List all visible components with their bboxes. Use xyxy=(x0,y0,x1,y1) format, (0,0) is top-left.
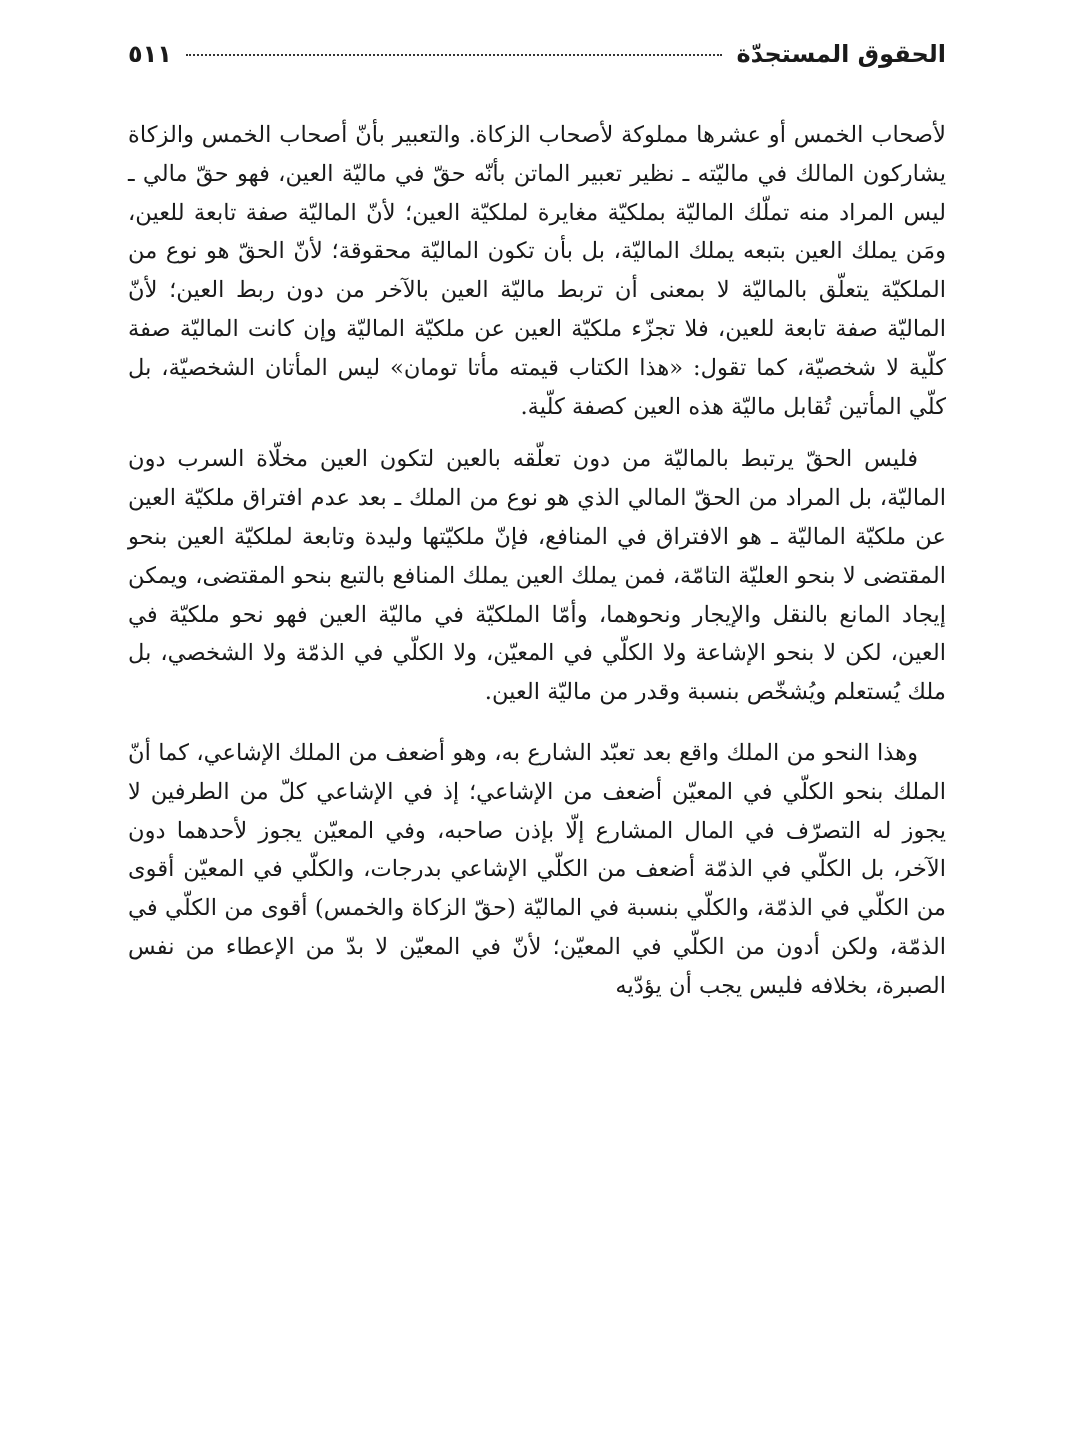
running-header xyxy=(128,40,946,90)
header-dot-leader xyxy=(186,54,723,56)
paragraph-2: فليس الحقّ يرتبط بالماليّة من دون تعلّقه بالعين لتكون العين مخلّاة السرب دون الماليّة، بل المراد من الحقّ المالي الذي هو نوع من الملك ـ بعد عدم افتراق ملكيّة العين عن ملكيّة الماليّة ـ هو الافتراق في المنافع، فإنّ ملكيّتها وليدة وتابعة لملكيّة العين بنحو المقتضى لا بنحو العليّة التامّة، فمن يملك العين يملك المنافع بالتبع بنحو المقتضى، ويمكن إيجاد المانع بالنقل والإيجار ونحوهما، وأمّا الملكيّة في ماليّة العين فهو نحو ملكيّة في العين، لكن لا بنحو الإشاعة ولا الكلّي في المعيّن، ولا الكلّي في الذمّة ولا الشخصي، بل ملك يُستعلم ويُشخّص بنسبة وقدر من ماليّة العين. xyxy=(128,446,946,706)
paragraph-1: لأصحاب الخمس أو عشرها مملوكة لأصحاب الزكاة. والتعبير بأنّ أصحاب الخمس والزكاة يشاركون المالك في ماليّته ـ نظير تعبير الماتن بأنّه حقّ في ماليّة العين، فهو حقّ مالي ـ ليس المراد منه تملّك الماليّة بملكيّة مغايرة لملكيّة العين؛ لأنّ الماليّة صفة تابعة للعين، ومَن يملك العين بتبعه يملك الماليّة، بل بأن تكون الماليّة محقوقة؛ لأنّ الحقّ هو نوع من الملكيّة يتعلّق بالماليّة لا بمعنى أن تربط ماليّة العين بالآخر من دون ربط العين؛ لأنّ الماليّة صفة تابعة للعين، فلا تجزّء ملكيّة العين عن ملكيّة الماليّة وإن كانت الماليّة صفة كلّية لا شخصيّة، كما تقول: «هذا الكتاب قيمته مأتا تومان» ليس المأتان الشخصيّة، بل كلّي المأتين تُقابل ماليّة هذه العين كصفة كلّية. xyxy=(128,122,946,420)
body-text xyxy=(128,116,946,1006)
book-page xyxy=(128,40,946,1006)
paragraph-3: وهذا النحو من الملك واقع بعد تعبّد الشارع به، وهو أضعف من الملك الإشاعي، كما أنّ الملك بنحو الكلّي في المعيّن أضعف من الإشاعي؛ إذ في الإشاعي كلّ من الطرفين لا يجوز له التصرّف في المال المشارع إلّا بإذن صاحبه، وفي المعيّن يجوز لأحدهما دون الآخر، بل الكلّي في الذمّة أضعف من الكلّي الإشاعي بدرجات، والكلّي في المعيّن أقوى من الكلّي في الذمّة، والكلّي بنسبة في الماليّة (حقّ الزكاة والخمس) أقوى من الكلّي في الذمّة، ولكن أدون من الكلّي في المعيّن؛ لأنّ في المعيّن لا بدّ من الإعطاء من نفس الصبرة، بخلافه فليس يجب أن يؤدّيه xyxy=(128,739,946,999)
running-header-title: الحقوق المستجدّة xyxy=(736,40,946,68)
page-number: ٥١١ xyxy=(128,40,172,68)
